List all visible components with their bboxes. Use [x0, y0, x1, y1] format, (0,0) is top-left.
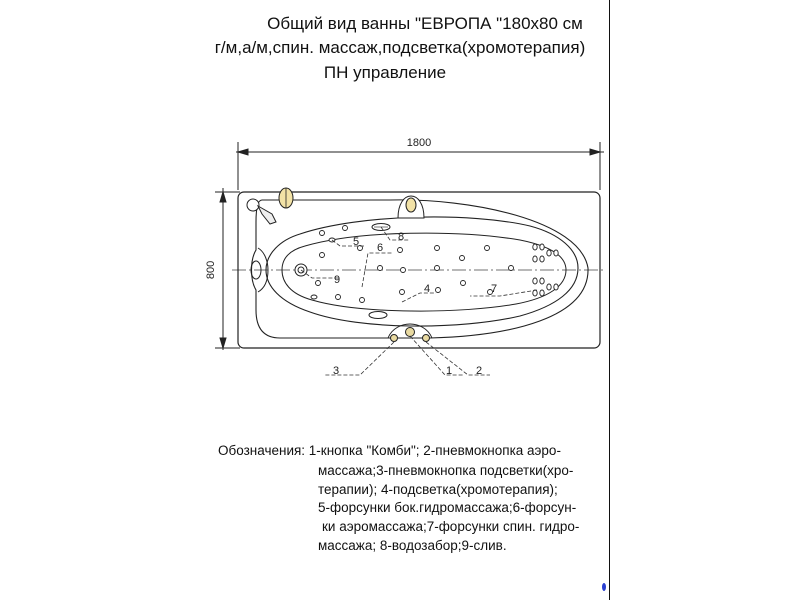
legend-line-6: массажа; 8-водозабор;9-слив.: [318, 538, 507, 553]
legend-line-3: терапии); 4-подсветка(хромотерапия);: [318, 482, 558, 497]
legend-line-4: 5-форсунки бок.гидромассажа;6-форсун-: [318, 500, 577, 515]
callout-6: 6: [377, 242, 384, 254]
callout-1: 1: [446, 365, 453, 377]
callout-8: 8: [398, 231, 405, 243]
callout-5: 5: [353, 236, 360, 248]
pneumo-button-aero: [423, 335, 430, 342]
aero-jets: [316, 226, 514, 303]
combi-button: [406, 328, 415, 337]
callout-9: 9: [334, 274, 341, 286]
leader-lines: [301, 227, 537, 375]
title-line-3: ПН управление: [323, 63, 447, 82]
side-hydro-jets: [311, 238, 335, 299]
water-intake-icon: [372, 196, 424, 231]
callout-2: 2: [476, 365, 483, 377]
corner-mark: [602, 583, 606, 591]
title-line-2: г/м,а/м,спин. массаж,подсветка(хромотерапия): [214, 38, 586, 57]
legend-line-2: массажа;3-пневмокнопка подсветки(хро-: [318, 463, 574, 478]
tub-bowl-inner: [282, 233, 566, 311]
callout-4: 4: [424, 283, 431, 295]
callout-7: 7: [491, 283, 498, 295]
width-dimension: [236, 142, 604, 190]
legend-line-5: ки аэромассажа;7-форсунки спин. гидро-: [322, 519, 580, 534]
height-dimension: [215, 188, 240, 350]
callout-3: 3: [333, 365, 340, 377]
title-line-1: Общий вид ванны "ЕВРОПА "180x80 см: [267, 14, 583, 33]
pneumo-button-light: [391, 335, 398, 342]
faucet-icon: [247, 188, 293, 224]
light-fixture: [369, 312, 387, 319]
width-label: 1800: [406, 137, 432, 149]
height-label: 800: [205, 260, 217, 280]
control-panel: [388, 324, 432, 342]
legend-line-1: Обозначения: 1-кнопка "Комби"; 2-пневмокнопка аэро-: [218, 443, 561, 458]
